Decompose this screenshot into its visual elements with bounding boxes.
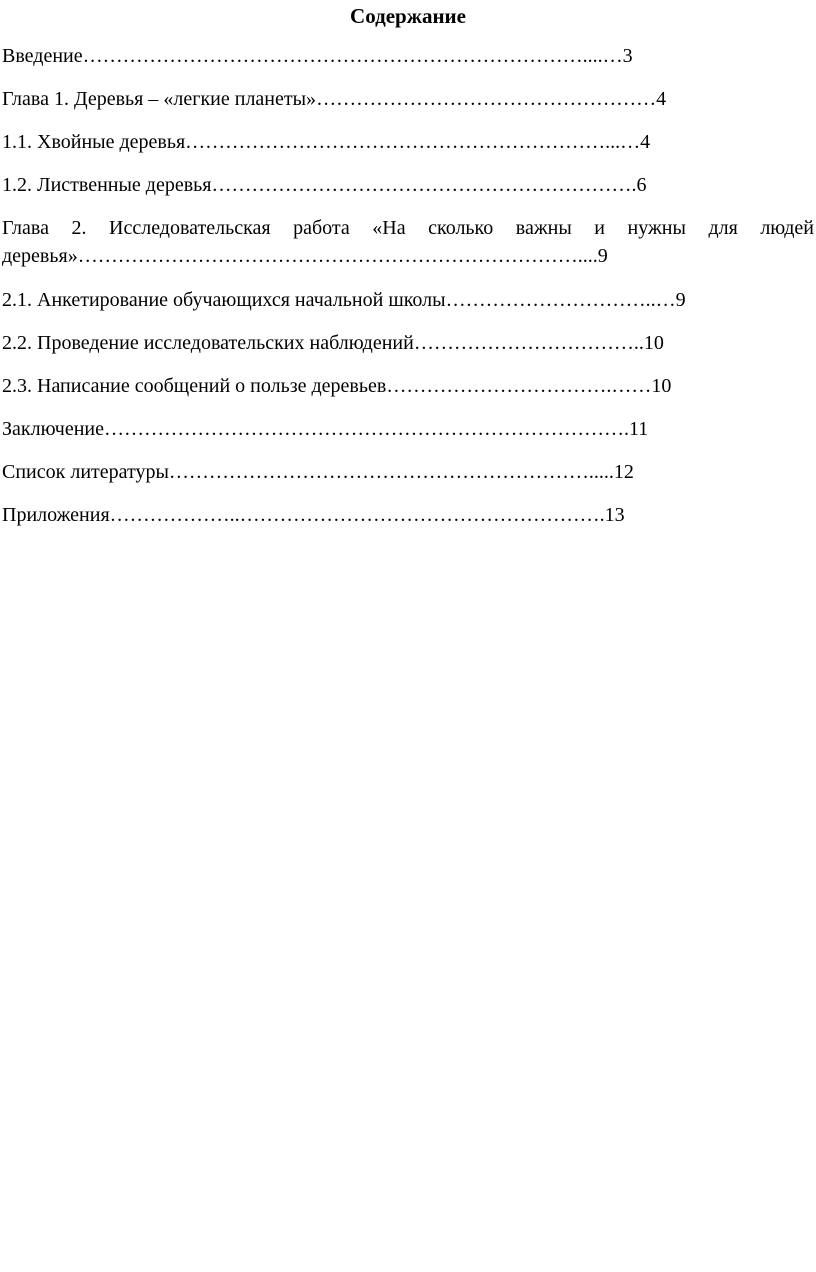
toc-title: Содержание bbox=[350, 4, 466, 28]
toc-entry-text: 2.2. Проведение исследовательских наблюдений bbox=[2, 332, 414, 354]
toc-entry-section-2-1 bbox=[2, 286, 814, 314]
toc-entry-chapter-2 bbox=[2, 214, 814, 270]
toc-entry-appendices bbox=[2, 501, 814, 529]
toc-entry-page: ..…4 bbox=[610, 131, 651, 153]
toc-entry-conclusion bbox=[2, 415, 814, 443]
toc-entry-page: ……10 bbox=[611, 375, 672, 397]
toc-entry-section-1-2 bbox=[2, 171, 814, 199]
toc-entry-dots: ………………………………………………………. bbox=[168, 461, 594, 483]
toc-entry-dots: ………………………………………………………. bbox=[211, 174, 637, 196]
toc-entry-page: 4 bbox=[656, 88, 667, 110]
toc-entry-section-2-3 bbox=[2, 372, 814, 400]
toc-entry-page: 11 bbox=[629, 418, 649, 440]
toc-entry-text: Глава 2. Исследовательская работа «На сколько важны и нужны для людей деревья» bbox=[2, 217, 814, 267]
toc-entry-dots: ………………..………………………………………………. bbox=[109, 504, 605, 526]
toc-entry-dots: …………………………….. bbox=[413, 332, 644, 354]
toc-entry-dots: ………………………………………………………. bbox=[185, 131, 611, 153]
toc-list bbox=[2, 42, 814, 544]
toc-entry-page: …9 bbox=[655, 289, 686, 311]
toc-entry-dots: ………………………….. bbox=[445, 289, 656, 311]
toc-entry-text: 2.1. Анкетирование обучающихся начальной школы bbox=[2, 289, 446, 311]
toc-entry-page: ....12 bbox=[593, 461, 634, 483]
toc-entry-text: 1.2. Лиственные деревья bbox=[2, 174, 212, 196]
toc-entry-page: 13 bbox=[604, 504, 625, 526]
toc-entry-references bbox=[2, 458, 814, 486]
toc-entry-text: Заключение bbox=[2, 418, 104, 440]
toc-entry-text: Список литературы bbox=[2, 461, 169, 483]
toc-entry-page: 10 bbox=[643, 332, 664, 354]
toc-entry-text: 2.3. Написание сообщений о пользе деревьев bbox=[2, 375, 387, 397]
toc-entry-page: …3 bbox=[602, 45, 633, 67]
toc-entry-dots: ………………………………………………………………….... bbox=[82, 45, 603, 67]
toc-entry-introduction bbox=[2, 42, 814, 70]
toc-entry-dots: ……………………………. bbox=[386, 375, 612, 397]
toc-entry-text: 1.1. Хвойные деревья bbox=[2, 131, 186, 153]
toc-entry-page: 6 bbox=[636, 174, 647, 196]
toc-entry-text: Глава 1. Деревья – «легкие планеты» bbox=[2, 88, 317, 110]
toc-entry-section-1-1 bbox=[2, 128, 814, 156]
toc-entry-dots: ……………………………………………………………………. bbox=[104, 418, 629, 440]
toc-entry-section-2-2 bbox=[2, 329, 814, 357]
toc-entry-dots: …………………………………………… bbox=[316, 88, 657, 110]
toc-entry-dots: …………………………………………………………………. bbox=[77, 245, 583, 267]
toc-entry-text: Приложения bbox=[2, 504, 110, 526]
toc-entry-text: Введение bbox=[2, 45, 83, 67]
toc-entry-chapter-1 bbox=[2, 85, 814, 113]
toc-entry-page: ...9 bbox=[582, 245, 608, 267]
